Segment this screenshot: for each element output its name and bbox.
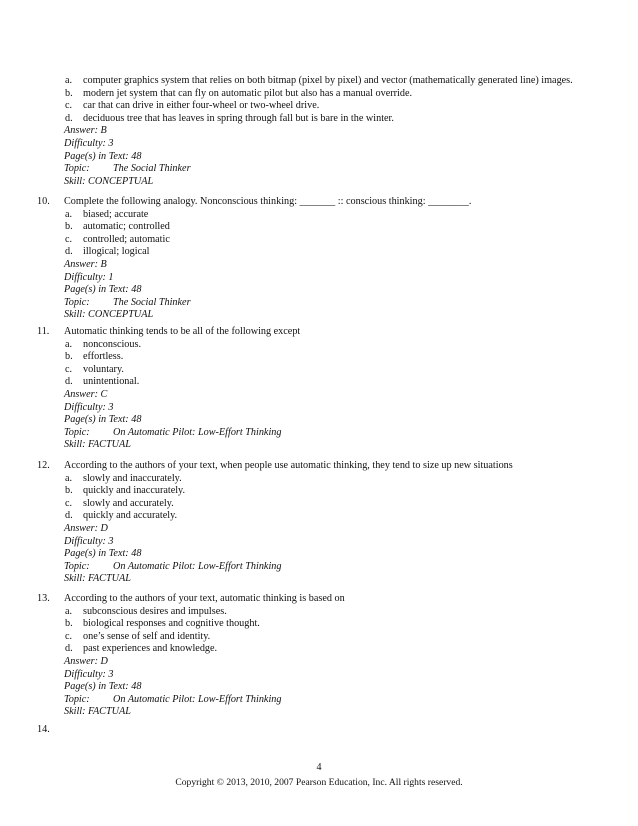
- question-stem-line: [0, 326, 638, 339]
- option-c: c. car that can drive in either four-wheel or two-wheel drive.: [65, 100, 320, 112]
- answer-line: Answer: C: [64, 388, 108, 400]
- question-number: 14.: [37, 724, 50, 735]
- question-12: [0, 460, 638, 586]
- answer-line: Answer: B: [64, 258, 107, 270]
- pages-line: Page(s) in Text: 48: [64, 548, 142, 560]
- question-number: 11.: [37, 326, 50, 337]
- answer-line: Answer: D: [64, 655, 108, 667]
- pages-line: Page(s) in Text: 48: [64, 150, 142, 162]
- difficulty-line: Difficulty: 3: [64, 137, 114, 149]
- topic-line: Topic: The Social Thinker: [64, 296, 191, 308]
- option-a: a. nonconscious.: [65, 338, 142, 350]
- answer-line: Answer: D: [64, 522, 108, 534]
- option-c: c. slowly and accurately.: [65, 497, 174, 509]
- question-stem-line: [0, 593, 638, 606]
- option-b: b. quickly and inaccurately.: [65, 485, 186, 497]
- question-11: [0, 326, 638, 452]
- question-10: [0, 196, 638, 322]
- skill-line: Skill: FACTUAL: [64, 439, 131, 451]
- pages-line: Page(s) in Text: 48: [64, 681, 142, 693]
- option-c: c. voluntary.: [65, 363, 124, 375]
- copyright-notice: Copyright © 2013, 2010, 2007 Pearson Education, Inc. All rights reserved.: [175, 777, 463, 788]
- skill-line: Skill: CONCEPTUAL: [64, 175, 154, 187]
- skill-line: Skill: CONCEPTUAL: [64, 309, 154, 321]
- option-b: b. automatic; controlled: [65, 221, 170, 233]
- topic-line: Topic: On Automatic Pilot: Low-Effort Thinking: [64, 560, 282, 572]
- difficulty-line: Difficulty: 3: [64, 401, 114, 413]
- option-d: d. past experiences and knowledge.: [65, 643, 218, 655]
- option-a: a. subconscious desires and impulses.: [65, 605, 227, 617]
- question-9-continuation: [0, 75, 638, 188]
- option-d: d. unintentional.: [65, 376, 140, 388]
- question-stem: Complete the following analogy. Nonconscious thinking: _______ :: conscious thinking: ________.: [64, 196, 472, 207]
- topic-line: Topic: On Automatic Pilot: Low-Effort Thinking: [64, 426, 282, 438]
- pages-line: Page(s) in Text: 48: [64, 414, 142, 426]
- option-c: c. controlled; automatic: [65, 233, 170, 245]
- option-a: a. biased; accurate: [65, 208, 149, 220]
- option-c: c. one’s sense of self and identity.: [65, 630, 211, 642]
- difficulty-line: Difficulty: 3: [64, 668, 114, 680]
- option-a: a. slowly and inaccurately.: [65, 472, 182, 484]
- question-stem: According to the authors of your text, when people use automatic thinking, they tend to size up new situations: [64, 460, 513, 471]
- option-b: b. biological responses and cognitive thought.: [65, 618, 260, 630]
- topic-line: Topic: The Social Thinker: [64, 163, 191, 175]
- question-number: 13.: [37, 593, 50, 604]
- page-number: 4: [316, 762, 322, 773]
- question-13: [0, 593, 638, 719]
- pages-line: Page(s) in Text: 48: [64, 284, 142, 296]
- skill-line: Skill: FACTUAL: [64, 706, 131, 718]
- topic-line: Topic: On Automatic Pilot: Low-Effort Thinking: [64, 693, 282, 705]
- difficulty-line: Difficulty: 1: [64, 271, 114, 283]
- answer-line: Answer: B: [64, 125, 107, 137]
- question-stem: Automatic thinking tends to be all of the following except: [64, 326, 301, 337]
- question-number: 10.: [37, 196, 50, 207]
- question-stem-line: [0, 196, 638, 209]
- option-d: d. illogical; logical: [65, 246, 150, 258]
- option-a: a. computer graphics system that relies on both bitmap (pixel by pixel) and vector (mathematically generated line) images.: [65, 75, 573, 86]
- option-d: d. deciduous tree that has leaves in spring through fall but is bare in the winter.: [65, 112, 394, 124]
- question-14: [0, 724, 638, 737]
- difficulty-line: Difficulty: 3: [64, 535, 114, 547]
- option-b: b. modern jet system that can fly on automatic pilot but also has a manual override.: [65, 87, 413, 99]
- question-stem-line: [0, 460, 638, 473]
- option-d: d. quickly and accurately.: [65, 510, 178, 522]
- option-b: b. effortless.: [65, 351, 124, 363]
- question-stem: According to the authors of your text, automatic thinking is based on: [64, 593, 345, 604]
- skill-line: Skill: FACTUAL: [64, 573, 131, 585]
- question-number: 12.: [37, 460, 50, 471]
